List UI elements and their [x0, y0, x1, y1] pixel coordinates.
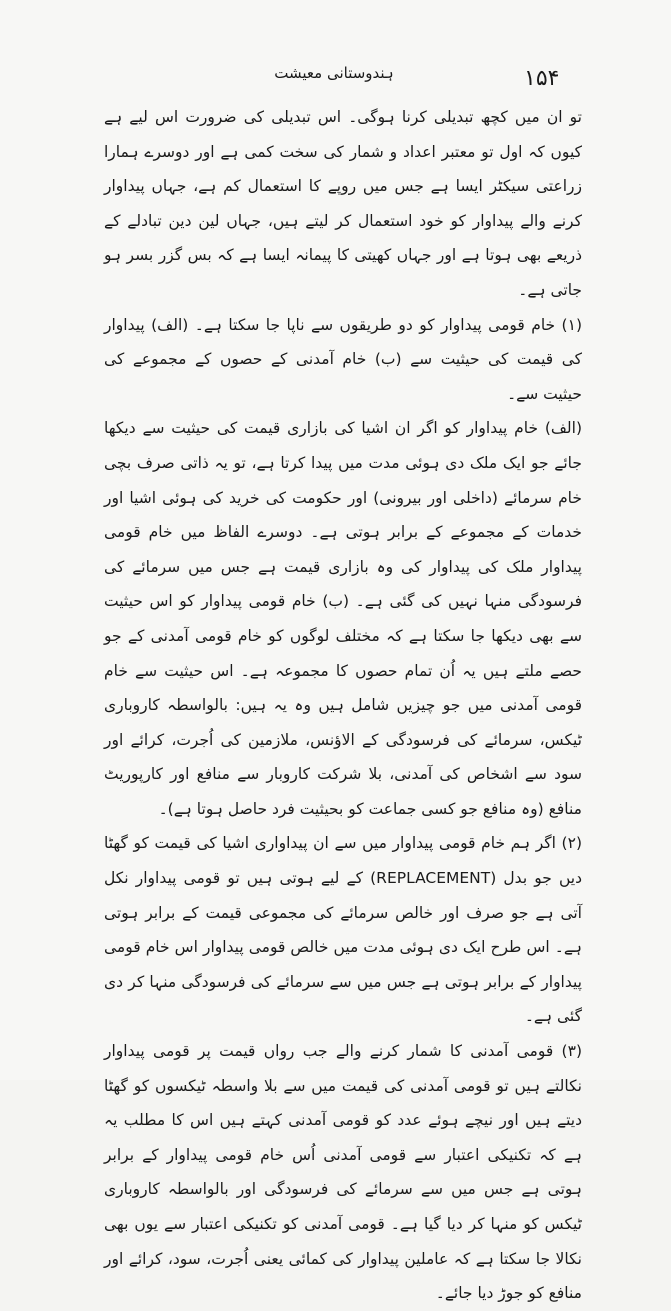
running-head: ہندوستانی معیشت	[274, 64, 394, 82]
paragraph-1: (۱) خام قومی پیداوار کو دو طریقوں سے ناپا جا سکتا ہے۔ (الف) پیداوار کی قیمت کی حیثیت سے (ب) خام آمدنی کے حصوں کے مجموعے کی حیثیت سے۔	[104, 315, 582, 403]
paragraph-intro: تو ان میں کچھ تبدیلی کرنا ہوگی۔ اس تبدیلی کی ضرورت اس لیے ہے کیوں کہ اول تو معتبر اعداد و شمار کی سخت کمی ہے اور دوسرے ہمارا زراعتی سیکٹر ایسا ہے جس میں روپے کا استعمال کم ہے، جہاں پیداوار کرنے والے پیداوار کو خود استعمال کر لیتے ہیں، جہاں لین دین تبادلے کے ذریعے بھی ہوتا ہے اور جہاں کھیتی کا پیمانہ ایسا ہے کہ بس گزر بسر ہو جاتی ہے۔	[104, 108, 582, 299]
paragraph-alif: (الف) خام پیداوار کو اگر ان اشیا کی بازاری قیمت کی حیثیت سے دیکھا جائے جو ایک ملک دی ہوئی مدت میں پیدا کرتا ہے، تو یہ ذاتی صرف بچی خام سرمائے (داخلی اور بیرونی) اور حکومت کی خرید کی ہوئی اشیا اور خدمات کے مجموعے کے برابر ہوتی ہے۔ دوسرے الفاظ میں خام قومی پیداوار ملک کی پیداوار کی وہ بازاری قیمت ہے جس میں سرمائے کی فرسودگی منہا نہیں کی گئی ہے۔ (ب) خام قومی پیداوار کو اس حیثیت سے بھی دیکھا جا سکتا ہے کہ مختلف لوگوں کو خام قومی آمدنی کے جو حصے ملتے ہیں یہ اُن تمام حصوں کا مجموعہ ہے۔ اس حیثیت سے خام قومی آمدنی میں جو چیزیں شامل ہیں وہ یہ ہیں: بالواسطہ کاروباری ٹیکس، سرمائے کی فرسودگی کے الاؤنس، ملازمین کی اُجرت، کرائے اور سود سے اشخاص کی آمدنی، بلا شرکت کاروبار سے منافع اور کارپوریٹ منافع (وہ منافع جو کسی جماعت کو بحیثیت فرد حاصل ہوتا ہے)۔	[104, 419, 582, 818]
page-number: ۱۵۴	[524, 66, 560, 91]
paragraph-3: (۳) قومی آمدنی کا شمار کرنے والے جب رواں قیمت پر قومی پیداوار نکالتے ہیں تو قومی آمدنی کی قیمت میں سے بلا واسطہ ٹیکسوں کو گھٹا دیتے ہیں اور نیچے ہوئے عدد کو قومی آمدنی کہتے ہیں اس کا مطلب یہ ہے کہ تکنیکی اعتبار سے قومی آمدنی اُس خام قومی پیداوار کے برابر ہوتی ہے جس میں سے سرمائے کی فرسودگی اور بالواسطہ کاروباری ٹیکس کو منہا کر دیا گیا ہے۔ قومی آمدنی کو تکنیکی اعتبار سے یوں بھی نکالا جا سکتا ہے کہ عاملین پیداوار کی کمائی یعنی اُجرت، سود، کرائے اور منافع کو جوڑ دیا جائے۔	[104, 1042, 582, 1303]
paragraph-2: (۲) اگر ہم خام قومی پیداوار میں سے ان پیداواری اشیا کی قیمت کو گھٹا دیں جو بدل (REPLACEMENT) کے لیے ہوتی ہیں تو قومی پیداوار نکل آتی ہے جو صرف اور خالص سرمائے کی مجموعی قیمت کے برابر ہوتی ہے۔ اس طرح ایک دی ہوئی مدت میں خالص قومی پیداوار اس خام قومی پیداوار کے برابر ہوتی ہے جس میں سے سرمائے کی فرسودگی منہا کر دی گئی ہے۔	[104, 834, 582, 1026]
page-body	[104, 100, 582, 1311]
